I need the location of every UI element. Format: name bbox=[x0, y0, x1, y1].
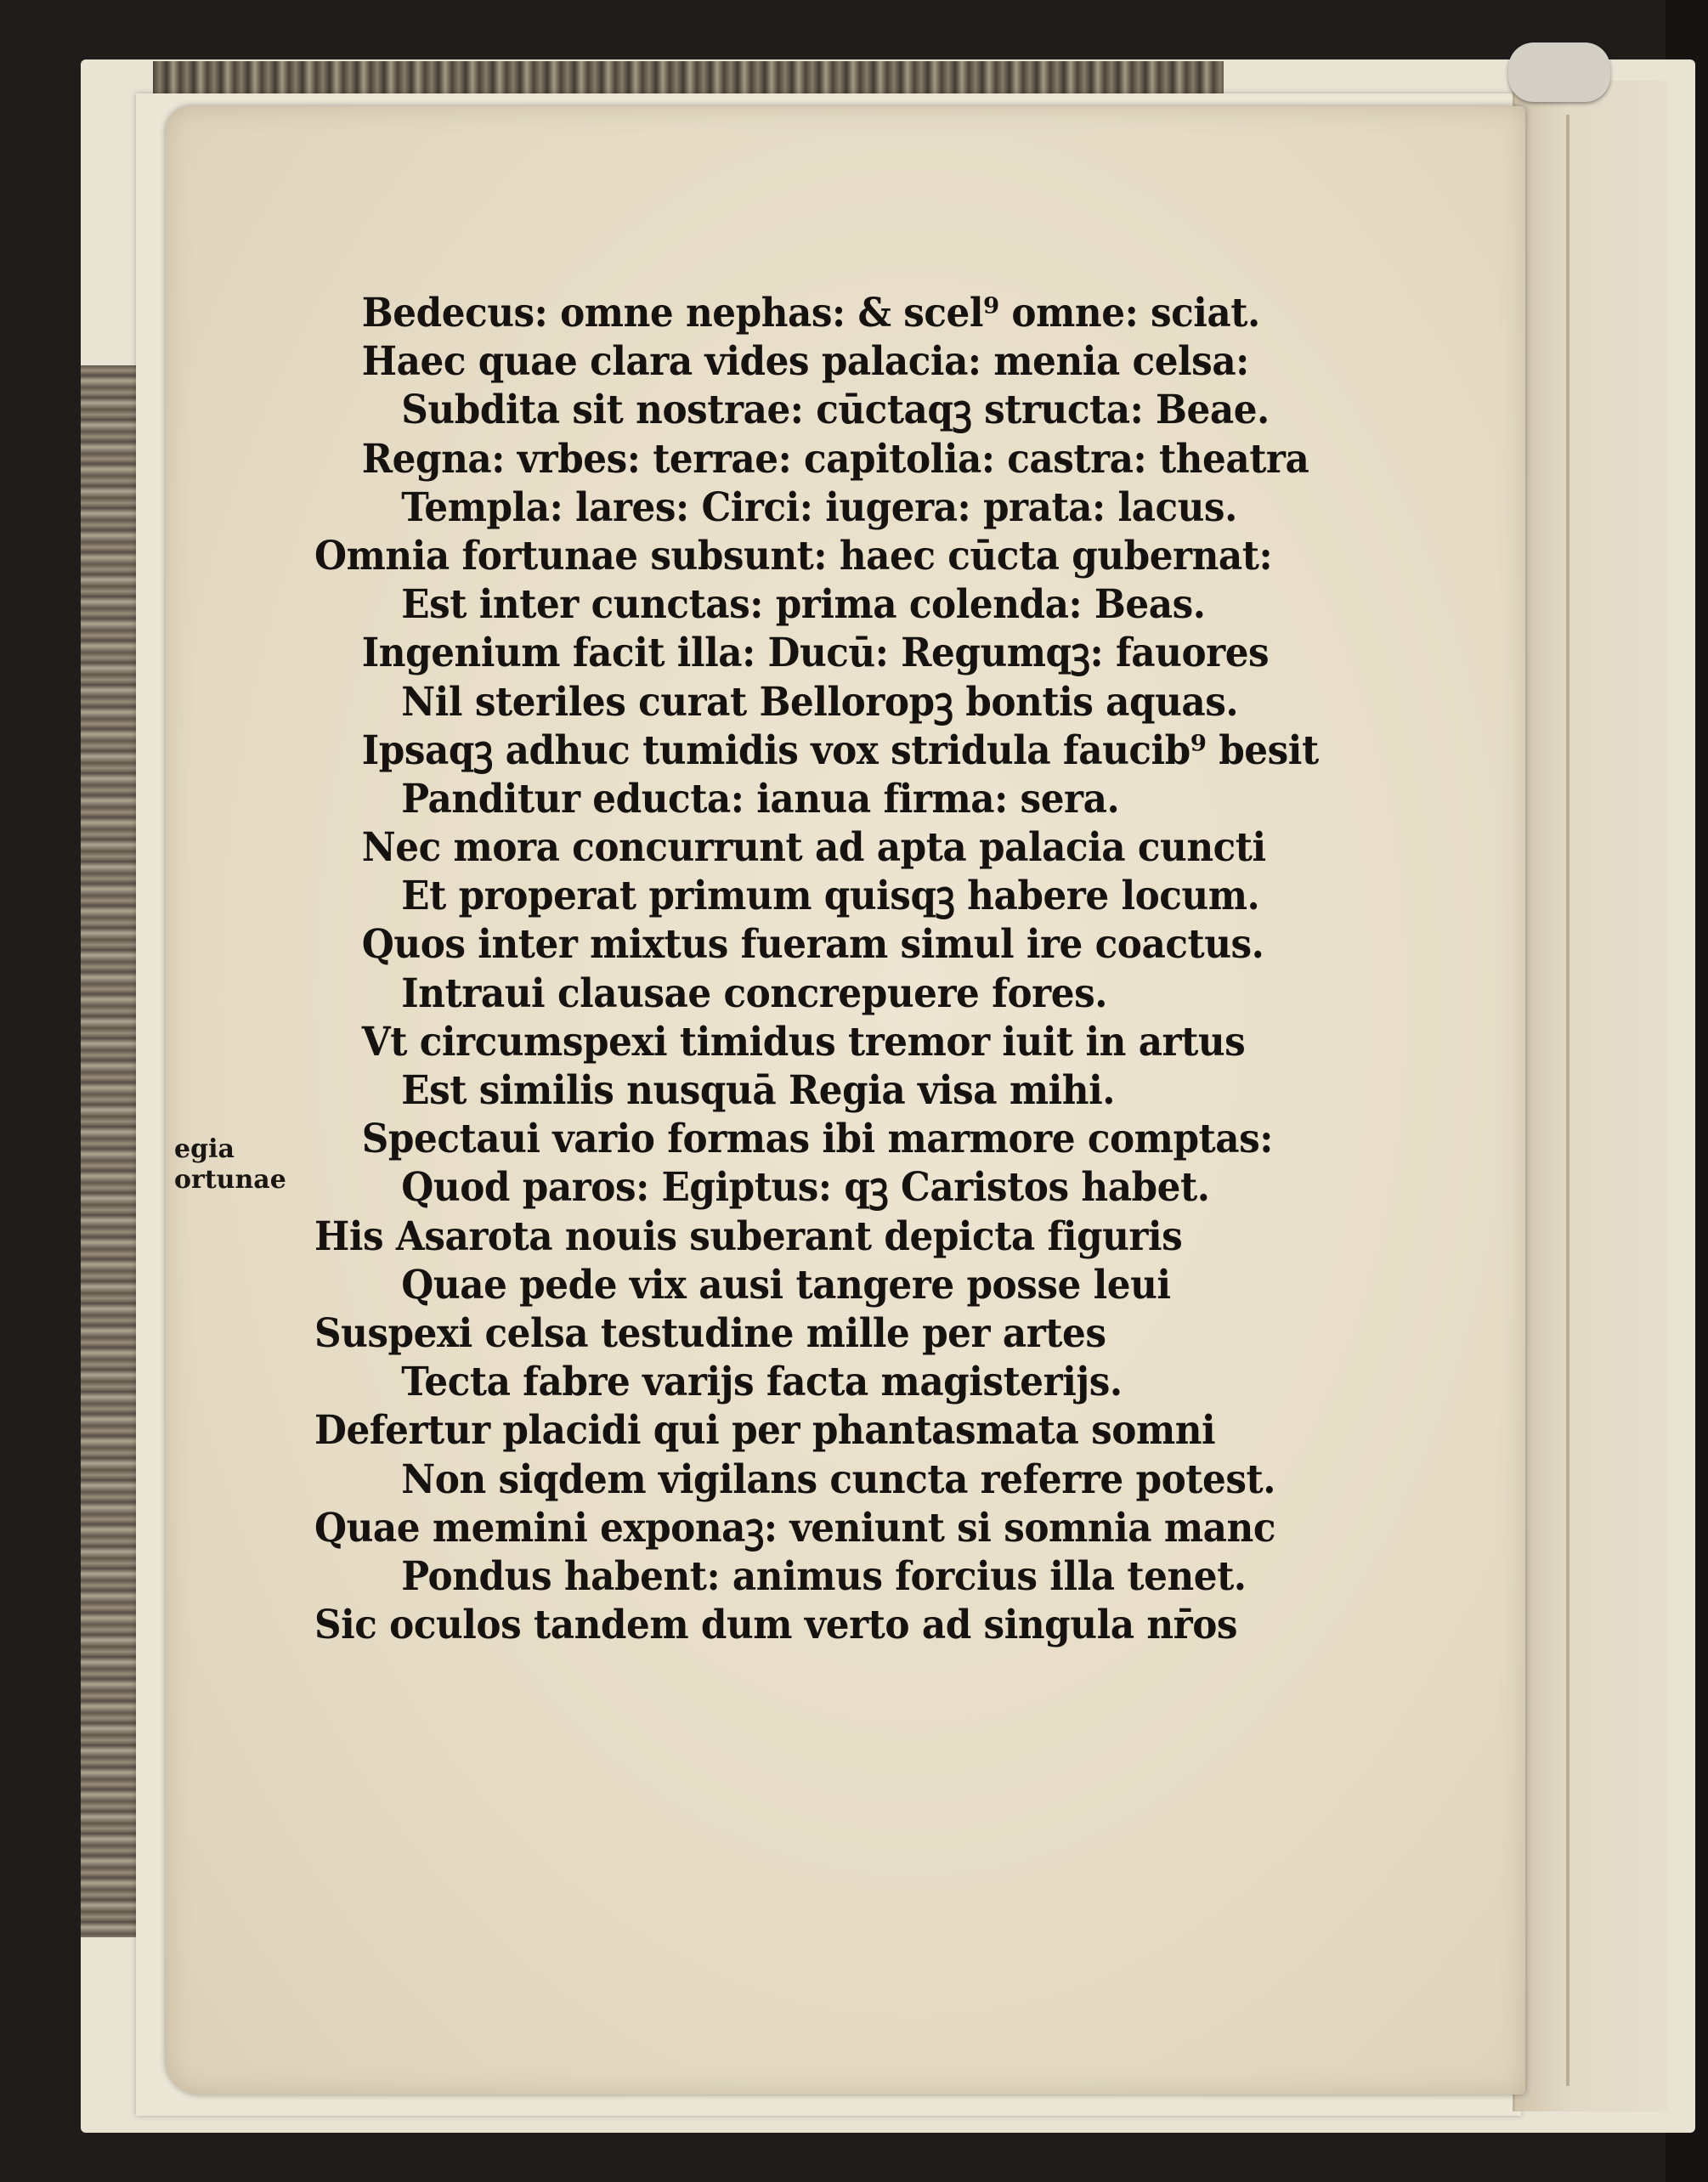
verse-line: Quae pede vix ausi tangere posse leui bbox=[401, 1261, 1171, 1309]
verse-line: Pondus habent: animus forcius illa tenet. bbox=[401, 1552, 1247, 1600]
verse-line: Et properat primum quisqꝫ habere locum. bbox=[401, 873, 1260, 920]
verse-line: Regna: vrbes: terrae: capitolia: castra: theatra bbox=[361, 435, 1309, 483]
verse-line: Subdita sit nostrae: cūctaqꝫ structa: Beae. bbox=[401, 387, 1270, 434]
verse-line: Tecta fabre varijs facta magisterijs. bbox=[401, 1359, 1123, 1406]
verse-line: Haec quae clara vides palacia: menia celsa: bbox=[361, 338, 1249, 386]
verse-line: Nil steriles curat Belloropꝫ bontis aquas. bbox=[401, 678, 1239, 726]
verse-line: Est inter cunctas: prima colenda: Beas. bbox=[401, 581, 1206, 629]
margin-note-line: ortunae bbox=[174, 1165, 286, 1195]
verse-line: His Asarota nouis suberant depicta figuris bbox=[314, 1213, 1183, 1260]
verse-line: Ipsaqꝫ adhuc tumidis vox stridula faucib⁹ besit bbox=[361, 726, 1319, 774]
verse-line: Suspexi celsa testudine mille per artes bbox=[314, 1309, 1106, 1357]
verse-line: Non siqdem vigilans cuncta referre potest. bbox=[401, 1456, 1275, 1503]
verse-line: Spectaui vario formas ibi marmore comptas: bbox=[361, 1116, 1273, 1163]
margin-note-line: egia bbox=[174, 1134, 235, 1164]
verse-line: Intraui clausae concrepuere fores. bbox=[401, 969, 1107, 1017]
verse-line: Omnia fortunae subsunt: haec cūcta gubernat: bbox=[314, 532, 1273, 579]
verse-line: Ingenium facit illa: Ducū: Regumqꝫ: fauores bbox=[361, 630, 1270, 677]
verse-line: Bedecus: omne nephas: & scel⁹ omne: sciat. bbox=[361, 290, 1260, 336]
facing-page bbox=[1513, 81, 1668, 2111]
verse-line: Defertur placidi qui per phantasmata somni bbox=[314, 1407, 1216, 1455]
verse-line: Sic oculos tandem dum verto ad singula nr̄os bbox=[314, 1602, 1238, 1649]
page-gutter bbox=[1566, 115, 1569, 2086]
verse-line: Templa: lares: Circi: iugera: prata: lacus. bbox=[401, 483, 1237, 531]
verse-line: Quos inter mixtus fueram simul ire coactus. bbox=[361, 921, 1264, 969]
margin-note bbox=[174, 1134, 319, 1196]
verse-line: Nec mora concurrunt ad apta palacia cuncti bbox=[361, 824, 1266, 872]
verse-line: Quod paros: Egiptus: qꝫ Caristos habet. bbox=[401, 1164, 1210, 1212]
verse-line: Panditur educta: ianua firma: sera. bbox=[401, 775, 1120, 822]
verse-line: Vt circumspexi timidus tremor iuit in artus bbox=[361, 1018, 1246, 1066]
verse-line: Est similis nusquā Regia visa mihi. bbox=[401, 1067, 1115, 1114]
verse-line: Quae memini exponaꝫ: veniunt si somnia manc bbox=[314, 1504, 1275, 1552]
verse-text-block bbox=[314, 289, 1402, 1649]
binding-clip bbox=[1508, 42, 1610, 102]
